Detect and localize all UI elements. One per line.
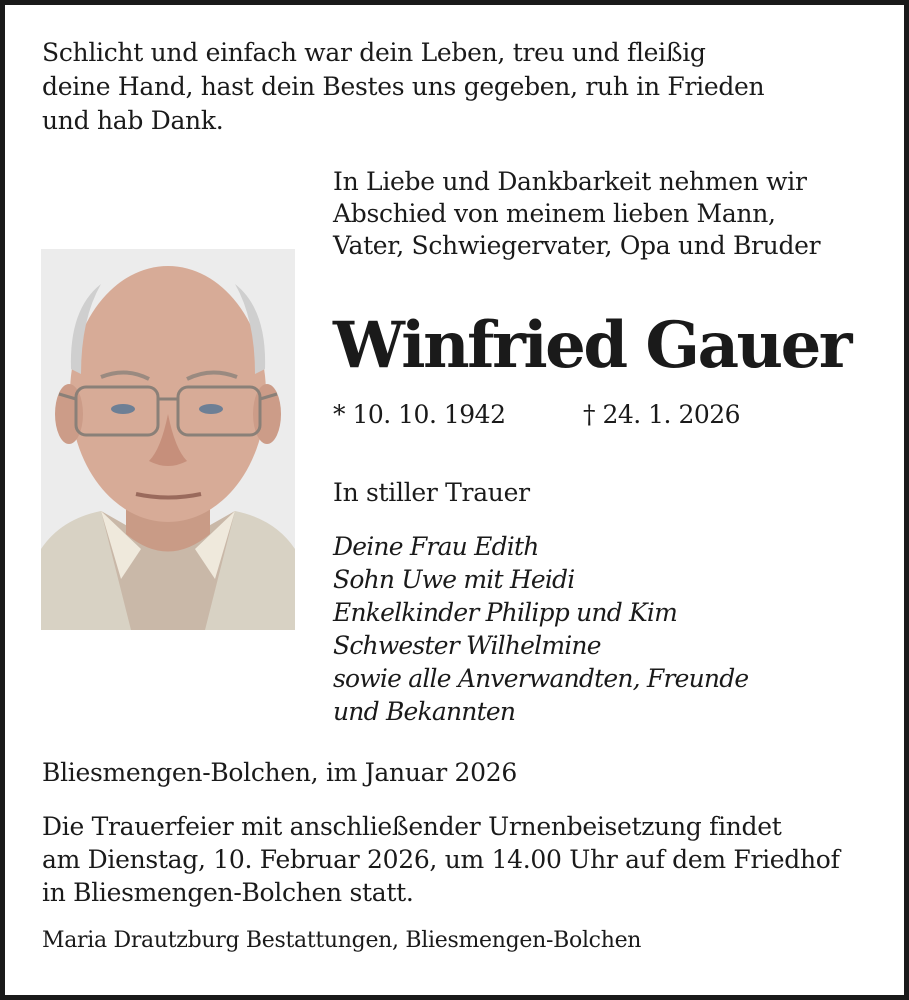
- mourner-line: sowie alle Anverwandten, Freunde: [333, 664, 749, 693]
- service-line: in Bliesmengen-Bolchen statt.: [42, 878, 414, 907]
- mourner-line: Deine Frau Edith: [333, 532, 539, 561]
- mourner-line: Schwester Wilhelmine: [333, 631, 601, 660]
- mourner-line: und Bekannten: [333, 697, 516, 726]
- service-line: am Dienstag, 10. Februar 2026, um 14.00 Uhr auf dem Friedhof: [42, 845, 840, 874]
- mourner-line: Sohn Uwe mit Heidi: [333, 565, 575, 594]
- intro-line: Vater, Schwiegervater, Opa und Bruder: [333, 231, 821, 260]
- motto-verse: [42, 36, 764, 138]
- undertaker-credit: Maria Drautzburg Bestattungen, Bliesmengen-Bolchen: [42, 928, 642, 953]
- place-and-date: Bliesmengen-Bolchen, im Januar 2026: [42, 758, 517, 787]
- motto-line: Schlicht und einfach war dein Leben, treu und fleißig: [42, 38, 706, 67]
- motto-line: deine Hand, hast dein Bestes uns gegeben, ruh in Frieden: [42, 72, 765, 101]
- mourners-list: [333, 530, 748, 728]
- motto-line: und hab Dank.: [42, 106, 224, 135]
- deceased-name: Winfried Gauer: [333, 308, 850, 383]
- mourner-line: Enkelkinder Philipp und Kim: [333, 598, 678, 627]
- funeral-service-info: [42, 810, 840, 909]
- death-date: † 24. 1. 2026: [583, 400, 741, 429]
- birth-date: * 10. 10. 1942: [333, 400, 506, 429]
- service-line: Die Trauerfeier mit anschließender Urnenbeisetzung findet: [42, 812, 782, 841]
- intro-line: Abschied von meinem lieben Mann,: [333, 199, 776, 228]
- intro-line: In Liebe und Dankbarkeit nehmen wir: [333, 167, 807, 196]
- portrait-photo: [41, 249, 295, 630]
- portrait-illustration: [41, 249, 295, 630]
- intro-text: [333, 166, 820, 262]
- mourning-heading: In stiller Trauer: [333, 478, 530, 507]
